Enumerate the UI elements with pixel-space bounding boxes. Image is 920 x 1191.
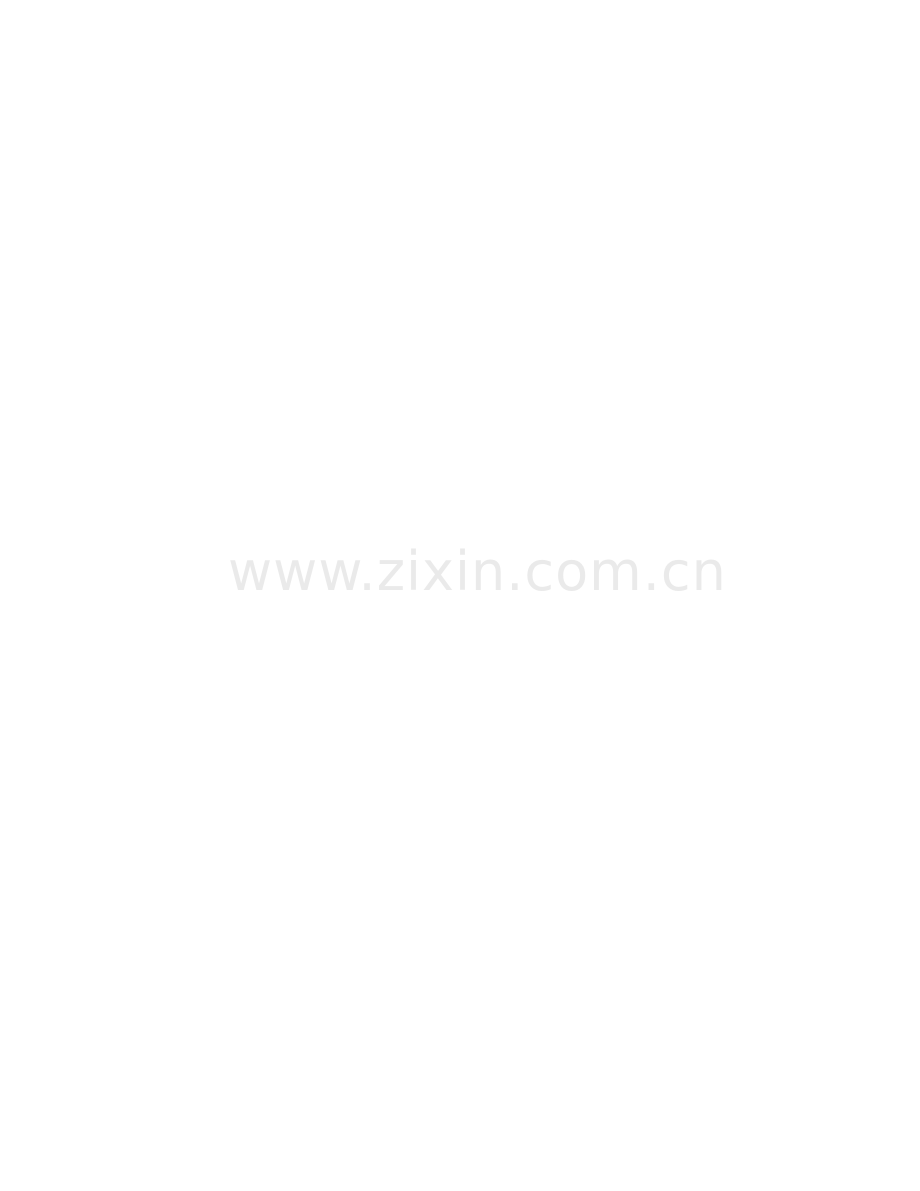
watermark: www.zixin.com.cn bbox=[228, 540, 727, 603]
